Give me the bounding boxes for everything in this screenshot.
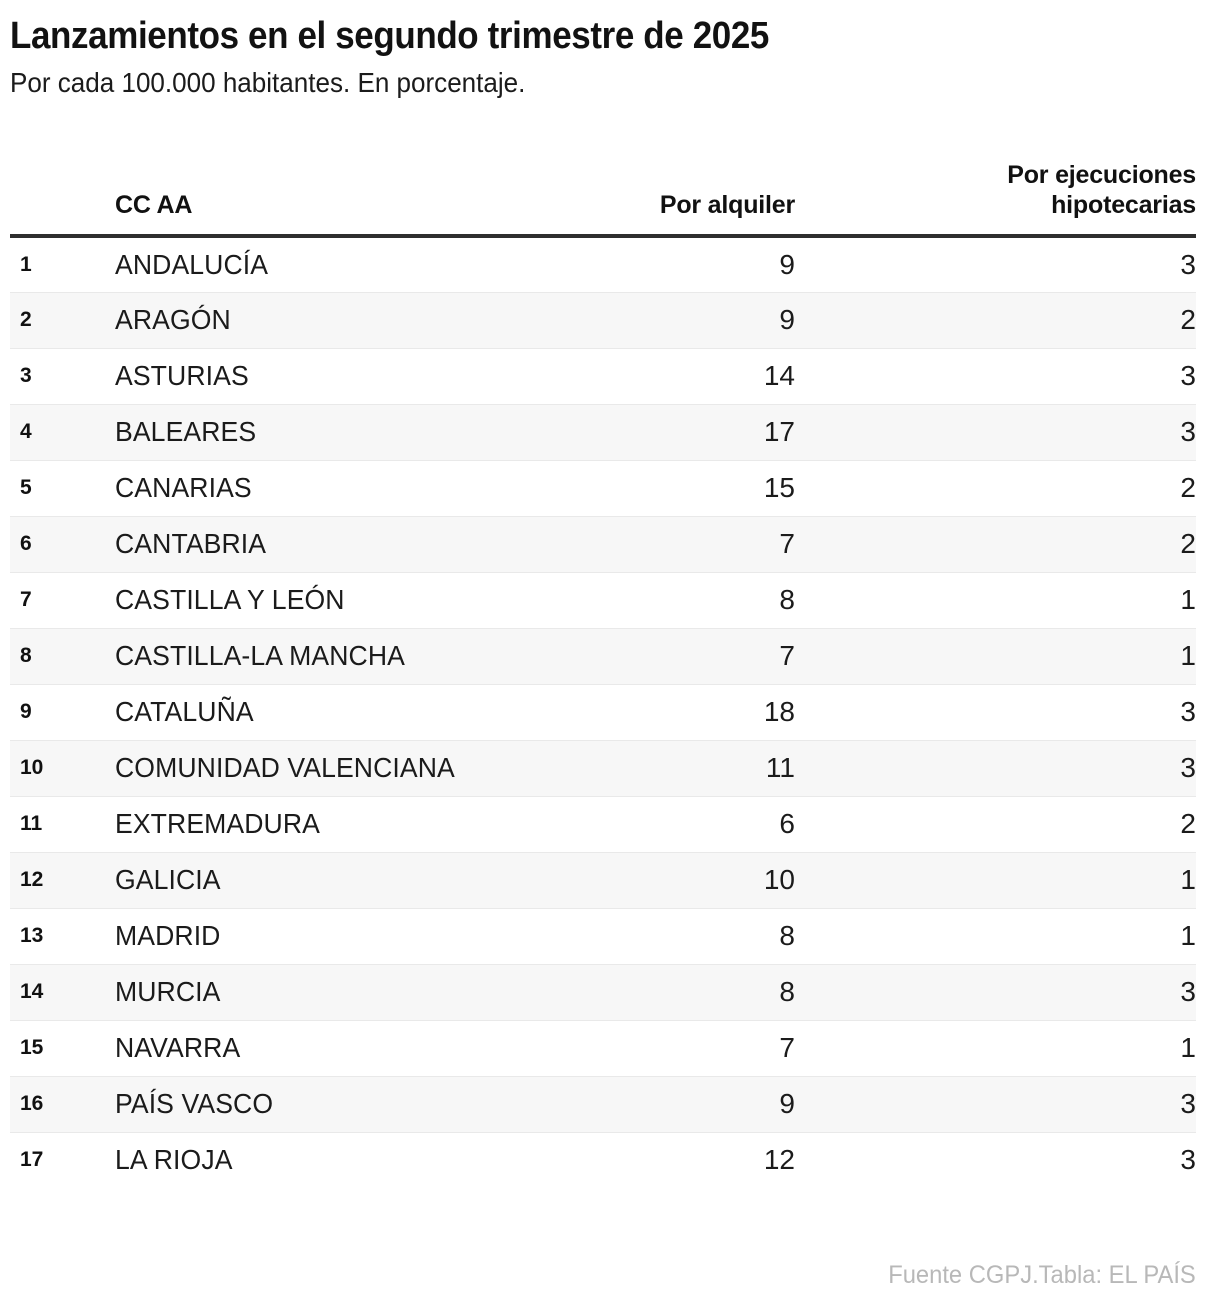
row-region-name: GALICIA [115,864,221,895]
row-region-name: CASTILLA Y LEÓN [115,584,345,615]
row-rent-value: 9 [779,248,795,280]
column-header-rent: Por alquiler [659,191,795,219]
row-rent-value: 11 [765,752,795,783]
row-rank: 1 [20,252,32,276]
row-rent-value: 14 [763,360,795,391]
title-block [0,0,1220,100]
row-rent-value: 8 [779,584,795,615]
row-foreclosure-value: 2 [1180,472,1196,503]
table-row [10,1132,1196,1188]
lanzamientos-table [10,160,1196,1188]
row-rent-value: 12 [763,1144,795,1176]
source-note: Fuente CGPJ.Tabla: EL PAÍS [888,1261,1196,1289]
column-header-foreclosure-line2: hipotecarias [1051,191,1196,219]
table-row [10,852,1196,908]
row-rank: 17 [20,1148,44,1172]
row-foreclosure-value: 3 [1180,976,1196,1007]
row-rank: 12 [20,868,44,891]
row-rank: 4 [20,420,32,443]
row-region-name: ARAGÓN [115,304,231,335]
row-region-name: CATALUÑA [115,696,254,727]
table-row [10,1076,1196,1132]
row-rank: 15 [20,1036,44,1059]
row-rent-value: 7 [779,1032,795,1063]
table-row [10,572,1196,628]
row-region-name: MURCIA [115,976,221,1007]
column-header-foreclosure-line1: Por ejecuciones [1007,161,1196,189]
table-body [10,236,1196,1188]
row-rent-value: 9 [779,304,795,335]
row-rank: 11 [20,812,43,835]
row-foreclosure-value: 3 [1180,248,1196,280]
row-region-name: ANDALUCÍA [115,248,269,280]
column-header-region: CC AA [115,191,193,219]
row-foreclosure-value: 3 [1180,752,1196,783]
page-title: Lanzamientos en el segundo trimestre de 2025 [10,15,770,57]
row-rent-value: 10 [763,864,795,895]
row-rent-value: 9 [779,1088,795,1119]
table-row [10,684,1196,740]
row-foreclosure-value: 1 [1180,864,1196,895]
row-region-name: CASTILLA-LA MANCHA [115,640,405,671]
row-foreclosure-value: 1 [1180,1032,1196,1063]
table-row [10,516,1196,572]
column-header-foreclosure [795,160,1196,236]
row-region-name: CANTABRIA [115,528,267,559]
row-rent-value: 15 [763,472,795,503]
row-rank: 8 [20,644,32,667]
column-header-rank [10,160,115,236]
row-foreclosure-value: 1 [1180,584,1196,615]
row-rank: 2 [20,308,32,331]
row-rank: 16 [20,1092,44,1115]
row-rent-value: 17 [763,416,795,447]
table-row [10,1020,1196,1076]
row-rent-value: 8 [779,920,795,951]
row-region-name: LA RIOJA [115,1144,233,1176]
row-rank: 7 [20,588,32,611]
table-row [10,292,1196,348]
row-rank: 10 [20,756,44,779]
row-rent-value: 18 [763,696,795,727]
row-rank: 14 [20,980,44,1003]
row-foreclosure-value: 3 [1180,1088,1196,1119]
row-foreclosure-value: 3 [1180,1144,1196,1176]
row-rent-value: 8 [779,976,795,1007]
row-rank: 6 [20,532,32,555]
row-rank: 9 [20,700,32,723]
row-foreclosure-value: 2 [1180,304,1196,335]
table-container [10,160,1196,1188]
table-row [10,460,1196,516]
row-foreclosure-value: 1 [1180,920,1196,951]
row-region-name: EXTREMADURA [115,808,321,839]
table-row [10,236,1196,292]
row-region-name: CANARIAS [115,472,252,503]
row-region-name: PAÍS VASCO [115,1088,274,1119]
table-row [10,796,1196,852]
row-rank: 5 [20,476,32,499]
row-region-name: MADRID [115,920,221,951]
table-row [10,348,1196,404]
row-foreclosure-value: 2 [1180,808,1196,839]
table-row [10,908,1196,964]
row-rank: 13 [20,924,44,947]
table-row [10,404,1196,460]
table-header-row [10,160,1196,236]
row-region-name: BALEARES [115,416,257,447]
table-row [10,628,1196,684]
row-foreclosure-value: 2 [1180,528,1196,559]
table-row [10,740,1196,796]
row-rent-value: 6 [779,808,795,839]
table-header [10,160,1196,236]
table-row [10,964,1196,1020]
row-rent-value: 7 [779,528,795,559]
page-subtitle: Por cada 100.000 habitantes. En porcentaje. [10,67,526,98]
row-foreclosure-value: 3 [1180,696,1196,727]
row-foreclosure-value: 3 [1180,416,1196,447]
row-rent-value: 7 [779,640,795,671]
row-region-name: COMUNIDAD VALENCIANA [115,752,455,783]
row-region-name: ASTURIAS [115,360,249,391]
row-foreclosure-value: 3 [1180,360,1196,391]
row-rank: 3 [20,364,32,387]
row-foreclosure-value: 1 [1180,640,1196,671]
row-region-name: NAVARRA [115,1032,241,1063]
